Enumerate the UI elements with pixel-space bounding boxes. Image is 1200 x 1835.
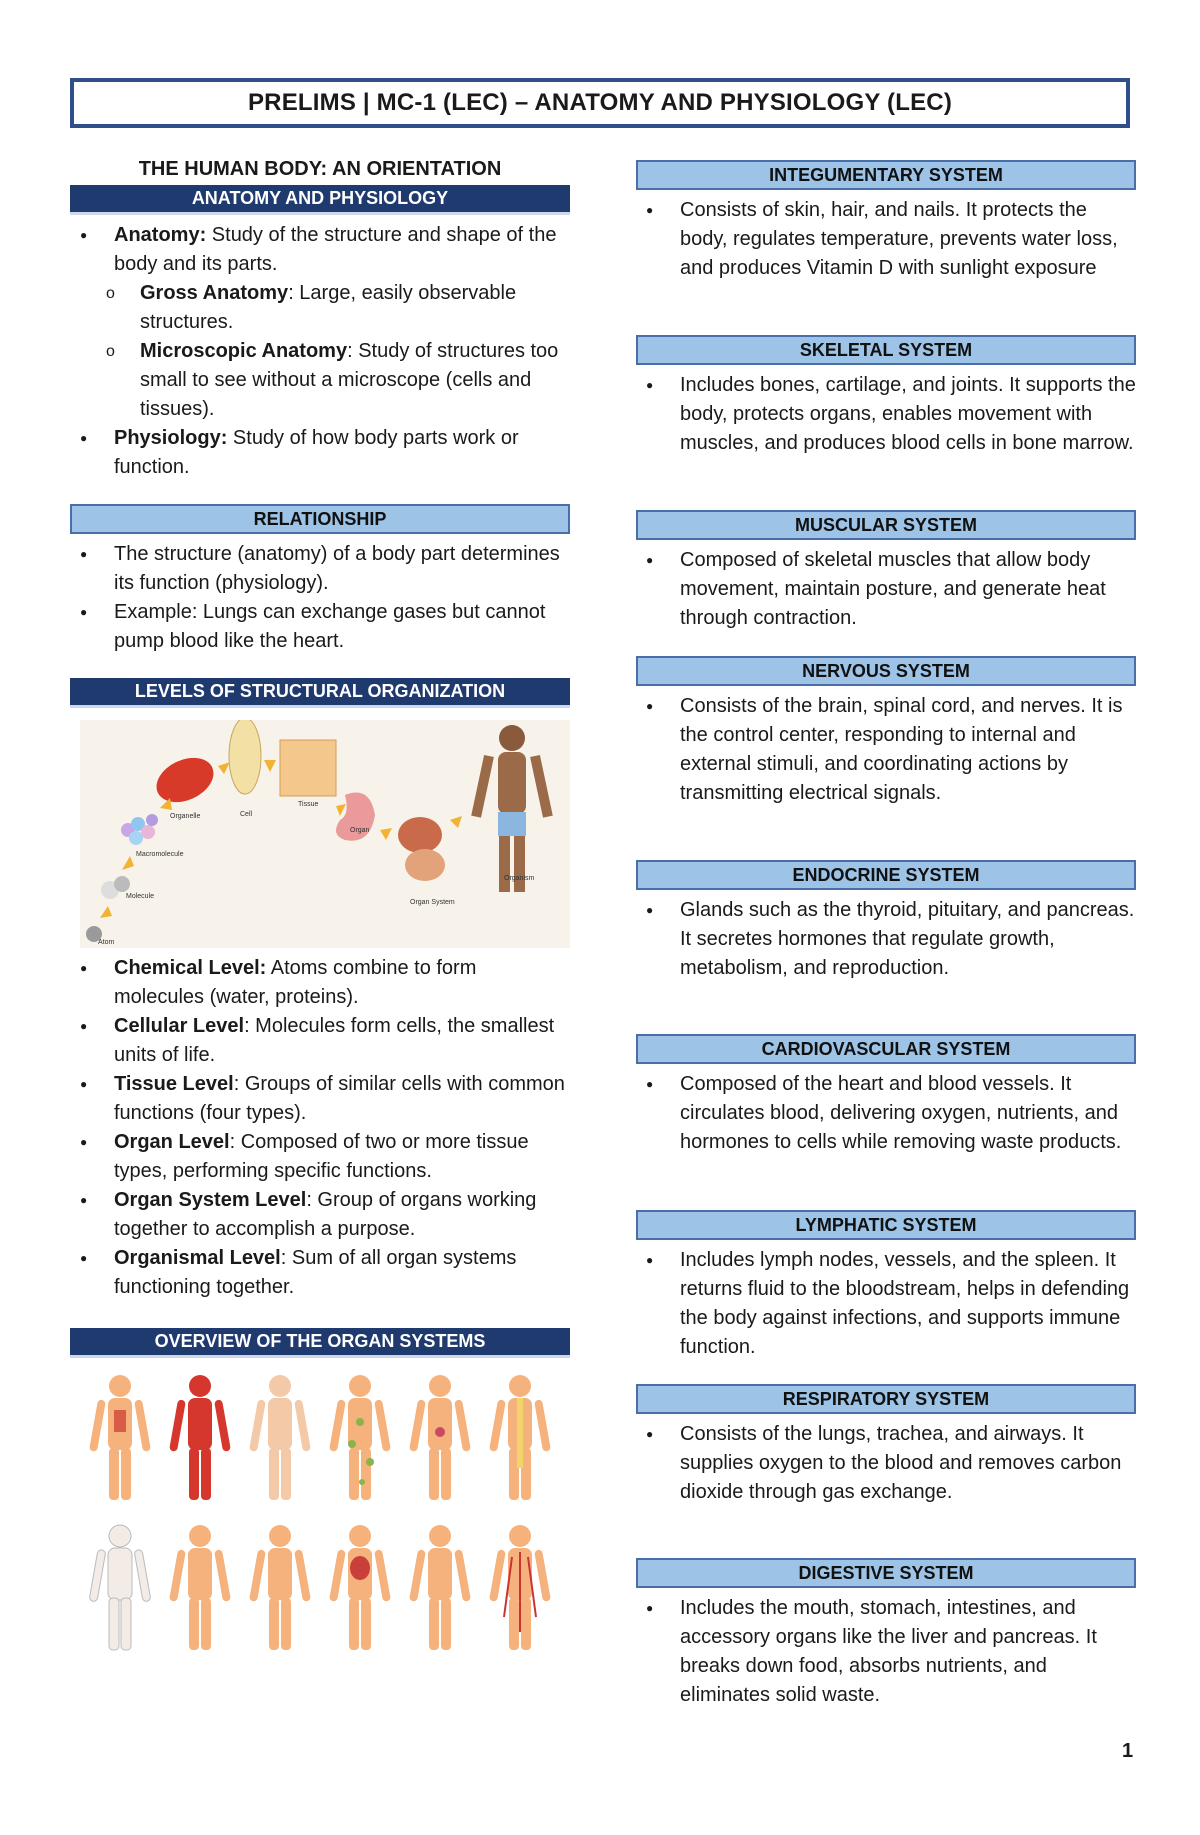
list-item: ● Tissue Level: Groups of similar cells with common functions (four types). bbox=[70, 1070, 570, 1128]
overview-heading: OVERVIEW OF THE ORGAN SYSTEMS bbox=[70, 1328, 570, 1358]
lymphatic-section bbox=[636, 1210, 1136, 1384]
list-item: ● Composed of skeletal muscles that allow body movement, maintain posture, and generate heat through contraction. bbox=[636, 546, 1136, 633]
system-figure bbox=[89, 1375, 151, 1500]
list-item: ● Includes bones, cartilage, and joints. It supports the body, protects organs, enables movement with muscles, and produces blood cells in bone marrow. bbox=[636, 371, 1136, 458]
list-item: ● Consists of skin, hair, and nails. It protects the body, regulates temperature, prevents water loss, and produces Vitamin D with sunlight exposure bbox=[636, 196, 1136, 283]
page-number: 1 bbox=[1122, 1740, 1134, 1762]
left-column bbox=[70, 158, 570, 1694]
muscular-section bbox=[636, 510, 1136, 656]
system-figure bbox=[169, 1525, 231, 1650]
anatomy-physiology-heading: ANATOMY AND PHYSIOLOGY bbox=[70, 185, 570, 215]
list-item: ● Organ System Level: Group of organs working together to accomplish a purpose. bbox=[70, 1186, 570, 1244]
list-item: ● Includes lymph nodes, vessels, and the spleen. It returns fluid to the bloodstream, helps in defending the body against infections, and supports immune function. bbox=[636, 1246, 1136, 1362]
list-item: ● Example: Lungs can exchange gases but cannot pump blood like the heart. bbox=[70, 598, 570, 656]
relationship-section bbox=[70, 504, 570, 656]
digestive-section bbox=[636, 1558, 1136, 1710]
page-title: PRELIMS | MC-1 (LEC) – ANATOMY AND PHYSIOLOGY (LEC) bbox=[247, 89, 953, 116]
skeletal-heading: SKELETAL SYSTEM bbox=[636, 335, 1136, 365]
tissue-shape bbox=[280, 740, 336, 796]
system-figure bbox=[409, 1375, 471, 1500]
system-figure bbox=[489, 1525, 551, 1650]
integumentary-section bbox=[636, 160, 1136, 335]
respiratory-heading: RESPIRATORY SYSTEM bbox=[636, 1384, 1136, 1414]
lymphatic-heading: LYMPHATIC SYSTEM bbox=[636, 1210, 1136, 1240]
anatomy-physiology-section bbox=[70, 185, 570, 482]
system-figure bbox=[249, 1525, 311, 1650]
list-item: ● Organismal Level: Sum of all organ systems functioning together. bbox=[70, 1244, 570, 1302]
system-figure bbox=[409, 1525, 471, 1650]
figure-label-organelle: Organelle bbox=[170, 813, 201, 820]
right-column bbox=[636, 160, 1136, 1710]
muscular-heading: MUSCULAR SYSTEM bbox=[636, 510, 1136, 540]
list-item: ● Chemical Level: Atoms combine to form molecules (water, proteins). bbox=[70, 954, 570, 1012]
figure-label-organ-system: Organ System bbox=[410, 899, 455, 906]
levels-figure bbox=[80, 720, 570, 948]
figure-label-macromolecule: Macromolecule bbox=[136, 851, 184, 858]
digestive-heading: DIGESTIVE SYSTEM bbox=[636, 1558, 1136, 1588]
organ-systems-figure bbox=[80, 1372, 560, 1672]
cardiovascular-section bbox=[636, 1034, 1136, 1210]
list-item: ● Glands such as the thyroid, pituitary, and pancreas. It secretes hormones that regulate growth, metabolism, and reproduction. bbox=[636, 896, 1136, 983]
levels-section bbox=[70, 678, 570, 1302]
system-figure bbox=[329, 1525, 391, 1650]
orientation-heading: THE HUMAN BODY: AN ORIENTATION bbox=[138, 158, 502, 180]
levels-heading: LEVELS OF STRUCTURAL ORGANIZATION bbox=[70, 678, 570, 708]
integumentary-heading: INTEGUMENTARY SYSTEM bbox=[636, 160, 1136, 190]
system-figure bbox=[329, 1375, 391, 1500]
list-item: ● Consists of the lungs, trachea, and airways. It supplies oxygen to the blood and removes carbon dioxide through gas exchange. bbox=[636, 1420, 1136, 1507]
system-figure bbox=[169, 1375, 231, 1500]
figure-label-molecule: Molecule bbox=[126, 893, 155, 900]
cardiovascular-heading: CARDIOVASCULAR SYSTEM bbox=[636, 1034, 1136, 1064]
system-figure bbox=[489, 1375, 551, 1500]
list-item: ● The structure (anatomy) of a body part determines its function (physiology). bbox=[70, 540, 570, 598]
list-item: ● Composed of the heart and blood vessels. It circulates blood, delivering oxygen, nutrients, and hormones to cells while removing waste products. bbox=[636, 1070, 1136, 1157]
cell-shape bbox=[229, 720, 261, 794]
relationship-heading: RELATIONSHIP bbox=[70, 504, 570, 534]
list-item: ● Cellular Level: Molecules form cells, the smallest units of life. bbox=[70, 1012, 570, 1070]
endocrine-section bbox=[636, 860, 1136, 1034]
nervous-section bbox=[636, 656, 1136, 860]
list-item: ● Anatomy: Study of the structure and shape of the body and its parts. bbox=[70, 221, 570, 279]
figure-label-organism: Organism bbox=[504, 875, 535, 882]
figure-label-atom: Atom bbox=[98, 939, 115, 946]
list-item: ● Physiology: Study of how body parts work or function. bbox=[70, 424, 570, 482]
figure-label-organ: Organ bbox=[350, 827, 370, 834]
list-item: o Gross Anatomy: Large, easily observable structures. bbox=[70, 279, 570, 337]
system-figure bbox=[89, 1525, 151, 1650]
respiratory-section bbox=[636, 1384, 1136, 1558]
overview-section bbox=[70, 1328, 570, 1672]
nervous-heading: NERVOUS SYSTEM bbox=[636, 656, 1136, 686]
list-item: o Microscopic Anatomy: Study of structures too small to see without a microscope (cells and tissues). bbox=[70, 337, 570, 424]
list-item: ● Consists of the brain, spinal cord, and nerves. It is the control center, responding to internal and external stimuli, and coordinating actions by transmitting electrical signals. bbox=[636, 692, 1136, 808]
system-figure bbox=[249, 1375, 311, 1500]
endocrine-heading: ENDOCRINE SYSTEM bbox=[636, 860, 1136, 890]
page-title-box bbox=[70, 78, 1130, 128]
list-item: ● Includes the mouth, stomach, intestines, and accessory organs like the liver and pancreas. It breaks down food, absorbs nutrients, and eliminates solid waste. bbox=[636, 1594, 1136, 1710]
skeletal-section bbox=[636, 335, 1136, 510]
figure-label-cell: Cell bbox=[240, 811, 253, 818]
figure-label-tissue: Tissue bbox=[298, 801, 319, 808]
list-item: ● Organ Level: Composed of two or more tissue types, performing specific functions. bbox=[70, 1128, 570, 1186]
